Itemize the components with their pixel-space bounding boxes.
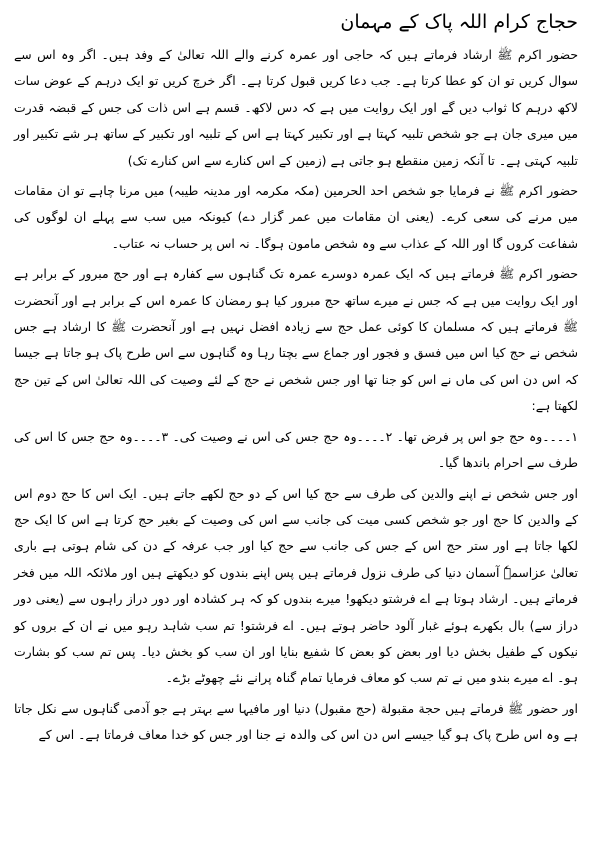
paragraph-parents-hajj xyxy=(14,481,578,692)
paragraph-haramain xyxy=(14,178,578,257)
paragraph-text: حضور اکرم ﷺ ارشاد فرماتے ہیں کہ حاجی اور عمرہ کرنے والے اللہ تعالیٰ کے وفد ہیں۔ اگر وہ اس سے سوال کریں تو ان کو عطا کرتا ہے۔ جب دعا کریں قبول کرتا ہے۔ اگر خرچ کریں تو ایک درہم کے عوض سات لاکھ درہم کا ثواب دیں گے اور ایک روایت میں ہے کہ دس لاکھ۔ قسم ہے اس ذات کی جس کے قبضہ قدرت میں میری جان ہے جو شخص تلبیہ کہتا ہے اور تکبیر کہتا ہے اس کے تلبیہ اور تکبیر کے ساتھ ہر شے تکبیر اور تلبیہ کہتی ہے۔ تا آنکہ زمین منقطع ہو جاتی ہے (زمین کے اس کنارے سے اس کنارے تک) xyxy=(14,47,578,168)
paragraph-hajj-guests xyxy=(14,42,578,174)
paragraph-umrah xyxy=(14,261,578,419)
paragraph-text: ۱۔۔۔۔وہ حج جو اس پر فرض تھا۔ ۲۔۔۔۔وہ حج جس کی اس نے وصیت کی۔ ۳۔۔۔۔وہ حج جس کا اس کی طرف سے احرام باندھا گیا۔ xyxy=(14,428,578,471)
paragraph-text: حضور اکرم ﷺ نے فرمایا جو شخص احد الحرمین (مکہ مکرمہ اور مدینہ طیبہ) میں مرنا چاہے تو ان مقامات میں مرنے کی سعی کرے۔ (یعنی ان مقامات میں عمر گزار دے) کیونکہ میں سب سے پہلے ان لوگوں کی شفاعت کروں گا اور اللہ کے عذاب سے وہ شخص مامون ہوگا۔ نہ اس پر حساب نہ عتاب۔ xyxy=(14,183,578,251)
page-title: حجاج کرام اللہ پاک کے مہمان xyxy=(340,11,578,33)
paragraph-text: حضور اکرم ﷺ فرماتے ہیں کہ ایک عمرہ دوسرے عمرہ تک گناہوں سے کفارہ ہے اور حج مبرور کے برابر ہے اور ایک روایت میں ہے کہ جس نے میرے ساتھ حج مبرور کیا ہو رمضان کا عمرہ اس کے برابر ہے اور آنحضرت ﷺ فرماتے ہیں کہ مسلمان کا کوئی عمل حج سے زیادہ افضل نہیں ہے اور آنحضرت ﷺ کا ارشاد ہے جس شخص نے حج کیا اس میں فسق و فجور اور جماع سے بچتا رہا وہ گناہوں سے اس طرح پاک ہو جاتا ہے جیسا کہ اس دن اس کی ماں نے اس کو جنا تھا اور جس شخص نے حج کے لئے وصیت کی اللہ تعالیٰ اس کے تین حج لکھتا ہے: xyxy=(14,266,578,414)
paragraph-text: اور جس شخص نے اپنے والدین کی طرف سے حج کیا اس کے دو حج لکھے جاتے ہیں۔ ایک اس کا حج دوم اس کے والدین کا حج اور جو شخص کسی میت کی جانب سے اس کی وصیت کے بغیر حج کرتا ہے اس کا ایک حج لکھا جاتا ہے اور ستر حج اس کے جس کی جانب سے حج کیا اور جب عرفہ کے دن کی شام ہوتی ہے باری تعالیٰ عزاسمہٗ آسمان دنیا کی طرف نزول فرماتے ہیں پس اپنے بندوں کو دیکھتے ہیں اور ملائکہ اللہ میں فخر فرماتے ہیں۔ ارشاد ہوتا ہے اے فرشتو دیکھو! میرے بندوں کو کہ ہر کشادہ اور دور دراز راہوں سے (یعنی دور دراز سے) بال بکھرے ہوئے غبار آلود حاضر ہوتے ہیں۔ اے فرشتو! تم سب شاہد رہو میں نے ان کے بروں کو نیکوں کے طفیل بخش دیا اور بعض کو بعض کا شفیع بنایا اور ان سب کو بخش دیا۔ پس تم سب کو بشارت ہو۔ اے میرے بندو میں نے تم سب کو معاف فرمایا تمام گناہ پرانے نئے چھوٹے بڑے۔ xyxy=(14,485,578,686)
paragraph-three-hajj xyxy=(14,424,578,477)
paragraph-accepted-hajj xyxy=(14,696,578,749)
paragraph-text: اور حضور ﷺ فرماتے ہیں حجة مقبولة (حج مقبول) دنیا اور مافیہا سے بہتر ہے جو آدمی گناہوں سے نکل جاتا ہے وہ اس طرح پاک ہو گیا جیسے اس دن اس کی والدہ نے جنا اور جس کو خدا معاف فرماتا ہے۔ اس کے xyxy=(14,700,578,743)
